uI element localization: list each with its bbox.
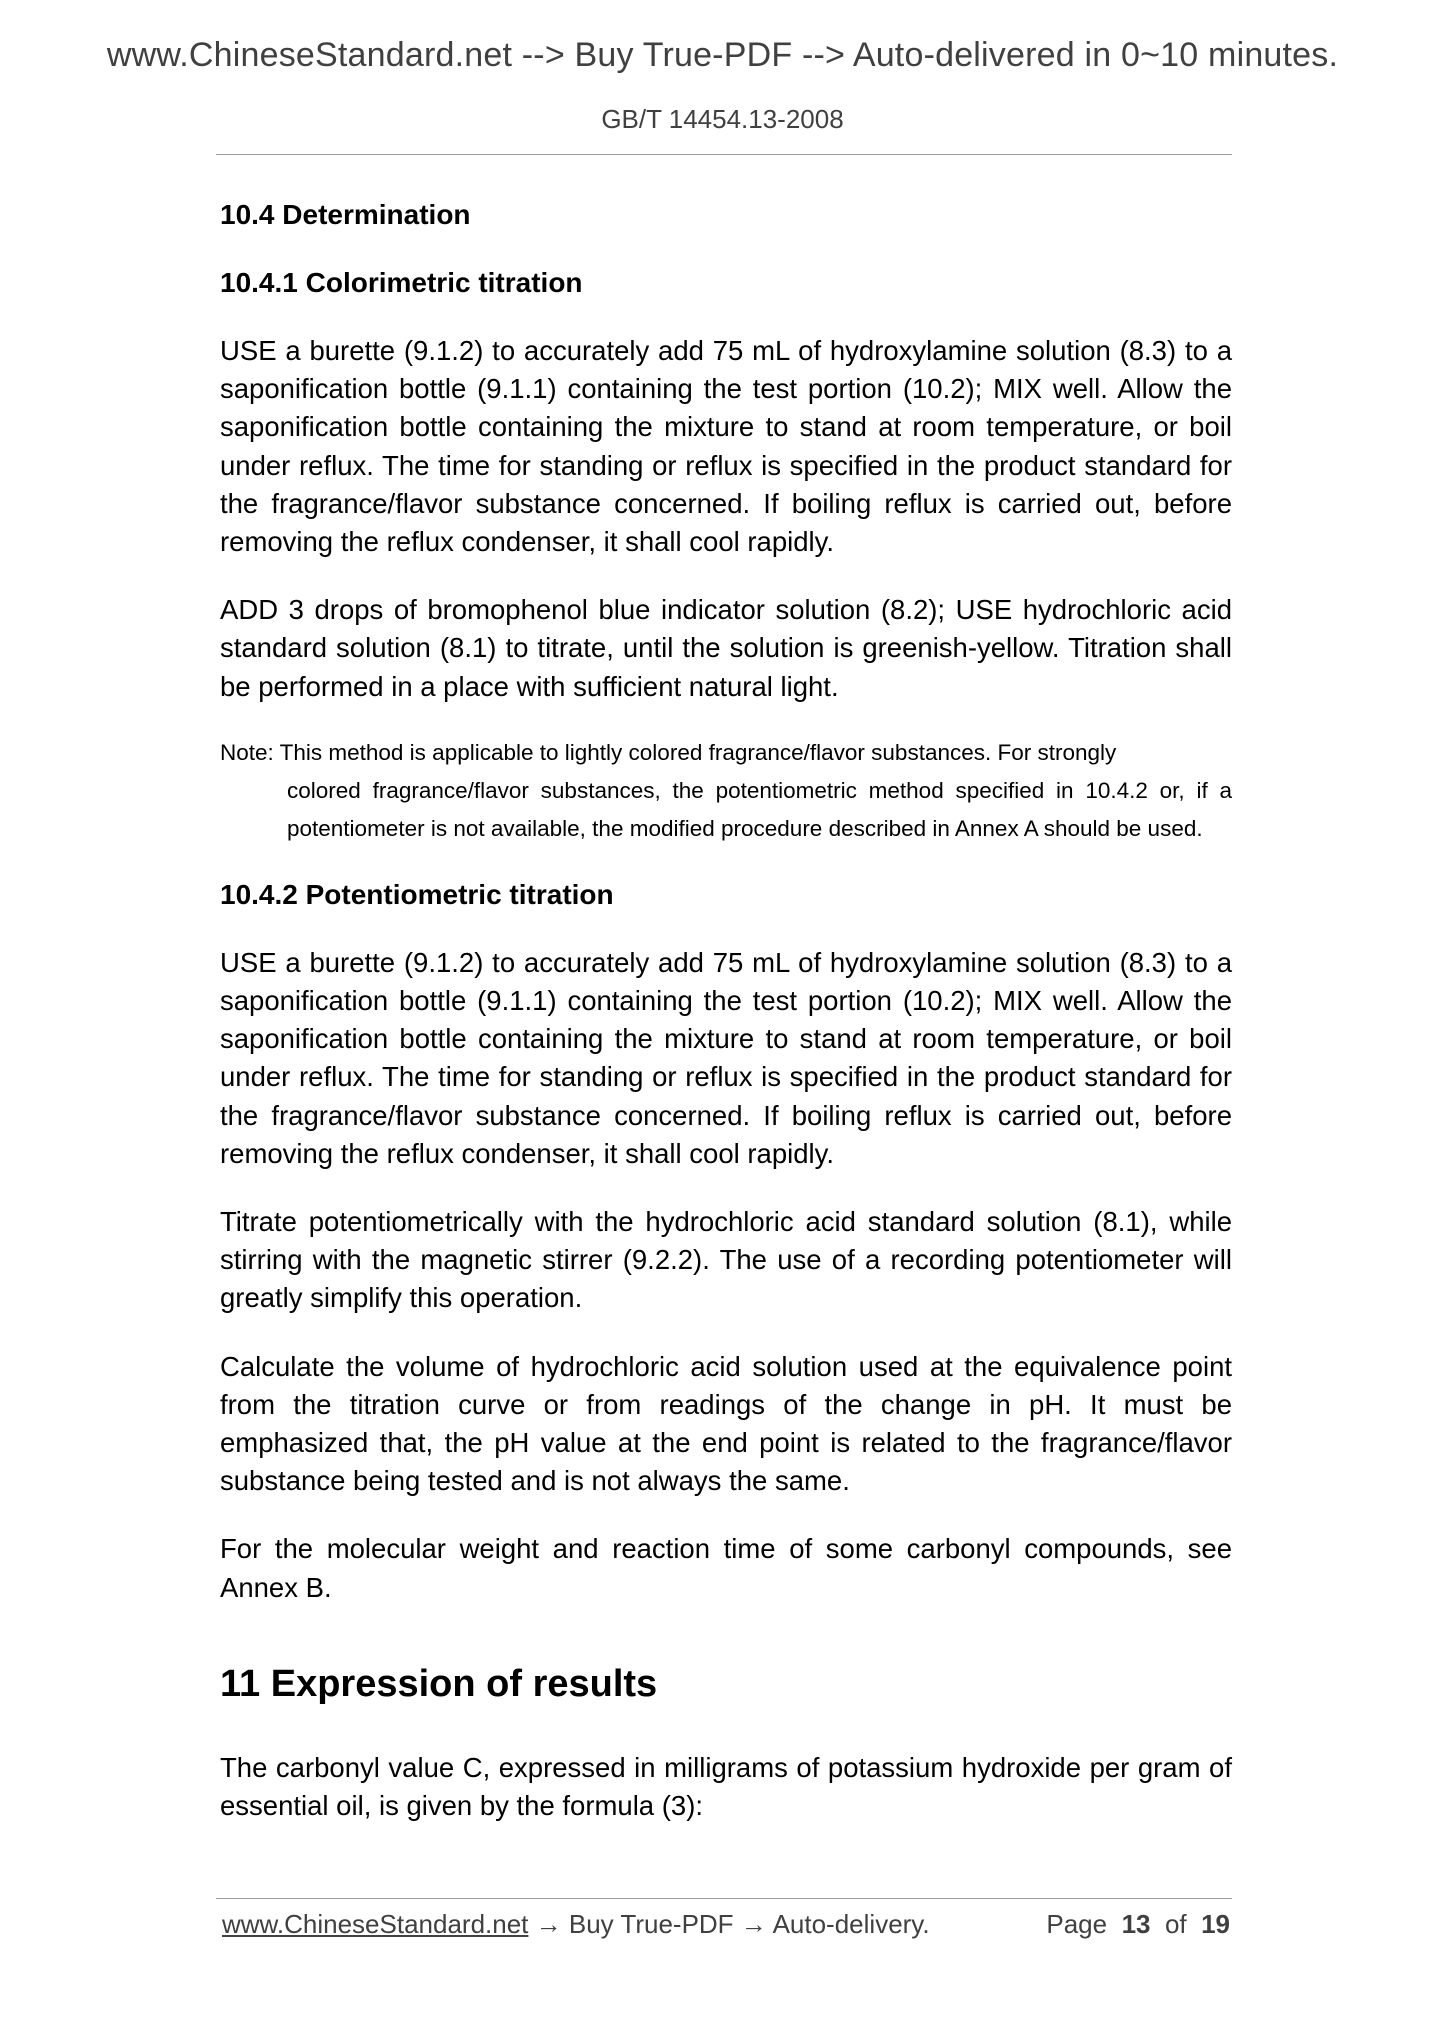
footer-divider [216, 1898, 1232, 1899]
footer-site-link[interactable]: www.ChineseStandard.net [222, 1909, 529, 1939]
paragraph-potentiometric-2: Titrate potentiometrically with the hydrochloric acid standard solution (8.1), while stirring with the magnetic stirrer (9.2.2). The use of a recording potentiometer will greatly simplify this operation. [220, 1206, 1232, 1314]
paragraph-annex-reference: For the molecular weight and reaction time of some carbonyl compounds, see Annex B. [220, 1533, 1232, 1603]
page-content [220, 196, 1232, 1855]
section-heading-10-4-2: 10.4.2 Potentiometric titration [220, 878, 614, 910]
section-heading-10-4-1: 10.4.1 Colorimetric titration [220, 267, 583, 298]
footer-promo-text: → Buy True-PDF → Auto-delivery. [528, 1909, 930, 1939]
top-banner: www.ChineseStandard.net --> Buy True-PDF --> Auto-delivered in 0~10 minutes. [106, 36, 1339, 74]
of-label: of [1164, 1909, 1187, 1939]
section-heading-11: 11 Expression of results [220, 1662, 658, 1705]
page-number [1046, 1906, 1230, 1942]
paragraph-colorimetric-2: ADD 3 drops of bromophenol blue indicator solution (8.2); USE hydrochloric acid standard solution (8.1) to titrate, until the solution is greenish-yellow. Titration shall be performed in a place with sufficient natural light. [220, 594, 1232, 702]
note-body: colored fragrance/flavor substances, the potentiometric method specified in 10.4.2 or, if a potentiometer is not available, the modified procedure described in Annex A should be used. [287, 777, 1232, 841]
paragraph-results: The carbonyl value C, expressed in milligrams of potassium hydroxide per gram of essential oil, is given by the formula (3): [220, 1751, 1232, 1822]
note-first-line: Note: This method is applicable to lightly colored fragrance/flavor substances. For strongly [220, 739, 1117, 765]
paragraph-potentiometric-1: USE a burette (9.1.2) to accurately add 75 mL of hydroxylamine solution (8.3) to a saponification bottle (9.1.1) containing the test portion (10.2); MIX well. Allow the saponification bottle containing the mixture to stand at room temperature, or boil under reflux. The time for standing or reflux is specified in the product standard for the fragrance/flavor substance concerned. If boiling reflux is carried out, before removing the reflux condenser, it shall cool rapidly. [220, 946, 1232, 1169]
current-page: 13 [1121, 1909, 1151, 1939]
note [220, 734, 1232, 848]
section-heading-10-4: 10.4 Determination [220, 199, 471, 230]
header-divider [216, 154, 1232, 155]
paragraph-potentiometric-3: Calculate the volume of hydrochloric acid solution used at the equivalence point from the titration curve or from readings of the change in pH. It must be emphasized that, the pH value at the end point is related to the fragrance/flavor substance being tested and is not always the same. [220, 1350, 1232, 1497]
paragraph-colorimetric-1: USE a burette (9.1.2) to accurately add 75 mL of hydroxylamine solution (8.3) to a saponification bottle (9.1.1) containing the test portion (10.2); MIX well. Allow the saponification bottle containing the mixture to stand at room temperature, or boil under reflux. The time for standing or reflux is specified in the product standard for the fragrance/flavor substance concerned. If boiling reflux is carried out, before removing the reflux condenser, it shall cool rapidly. [220, 335, 1232, 558]
total-pages: 19 [1201, 1909, 1230, 1939]
page-label: Page [1046, 1909, 1108, 1939]
document-id: GB/T 14454.13-2008 [601, 104, 844, 134]
footer-promo [222, 1906, 930, 1942]
